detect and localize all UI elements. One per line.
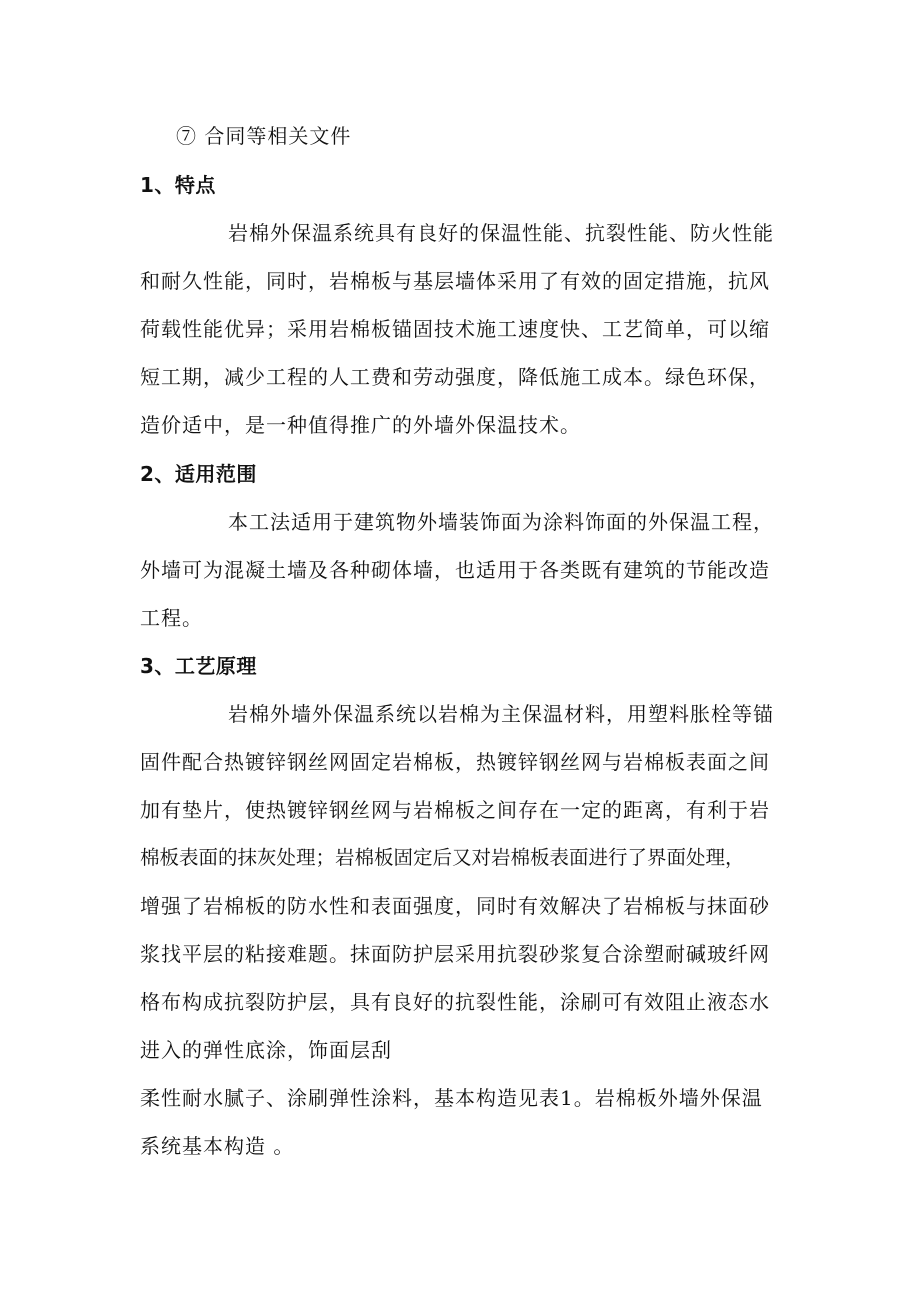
section-1-line-5: 造价适中，是一种值得推广的外墙外保温技术。: [140, 413, 581, 437]
section-1-line-1: 岩棉外保温系统具有良好的保温性能、抗裂性能、防火性能: [228, 221, 774, 245]
section-1-line-2: 和耐久性能，同时，岩棉板与基层墙体采用了有效的固定措施，抗风: [140, 269, 770, 293]
section-3-line-9: 柔性耐水腻子、涂刷弹性涂料，基本构造见表1。岩棉板外墙外保温: [140, 1086, 763, 1110]
section-2-line-2: 外墙可为混凝土墙及各种砌体墙，也适用于各类既有建筑的节能改造: [140, 558, 770, 582]
section-3-line-4: 棉板表面的抹灰处理；岩棉板固定后又对岩棉板表面进行了界面处理，: [140, 846, 745, 869]
section-3-line-6: 浆找平层的粘接难题。抹面防护层采用抗裂砂浆复合涂塑耐碱玻纤网: [140, 942, 770, 966]
section-3-line-5: 增强了岩棉板的防水性和表面强度，同时有效解决了岩棉板与抹面砂: [140, 894, 770, 918]
list-item-7: ⑦ 合同等相关文件: [176, 124, 352, 148]
section-3-line-7: 格布构成抗裂防护层，具有良好的抗裂性能，涂刷可有效阻止液态水: [140, 990, 770, 1014]
section-3-line-10: 系统基本构造 。: [140, 1134, 295, 1158]
section-3-line-2: 固件配合热镀锌钢丝网固定岩棉板，热镀锌钢丝网与岩棉板表面之间: [140, 750, 770, 774]
section-2-heading: 2、适用范围: [140, 462, 257, 486]
section-3-heading: 3、工艺原理: [140, 654, 257, 678]
section-3-line-3: 加有垫片，使热镀锌钢丝网与岩棉板之间存在一定的距离，有利于岩: [140, 798, 770, 822]
section-1-line-3: 荷载性能优异；采用岩棉板锚固技术施工速度快、工艺简单，可以缩: [140, 317, 770, 341]
section-2-line-1: 本工法适用于建筑物外墙装饰面为涂料饰面的外保温工程，: [228, 510, 774, 534]
section-1-line-4: 短工期，减少工程的人工费和劳动强度，降低施工成本。绿色环保，: [140, 365, 770, 389]
section-3-line-1: 岩棉外墙外保温系统以岩棉为主保温材料，用塑料胀栓等锚: [228, 702, 774, 726]
section-2-line-3: 工程。: [140, 606, 203, 630]
section-3-line-8: 进入的弹性底涂，饰面层刮: [140, 1038, 392, 1062]
section-1-heading: 1、特点: [140, 173, 216, 197]
